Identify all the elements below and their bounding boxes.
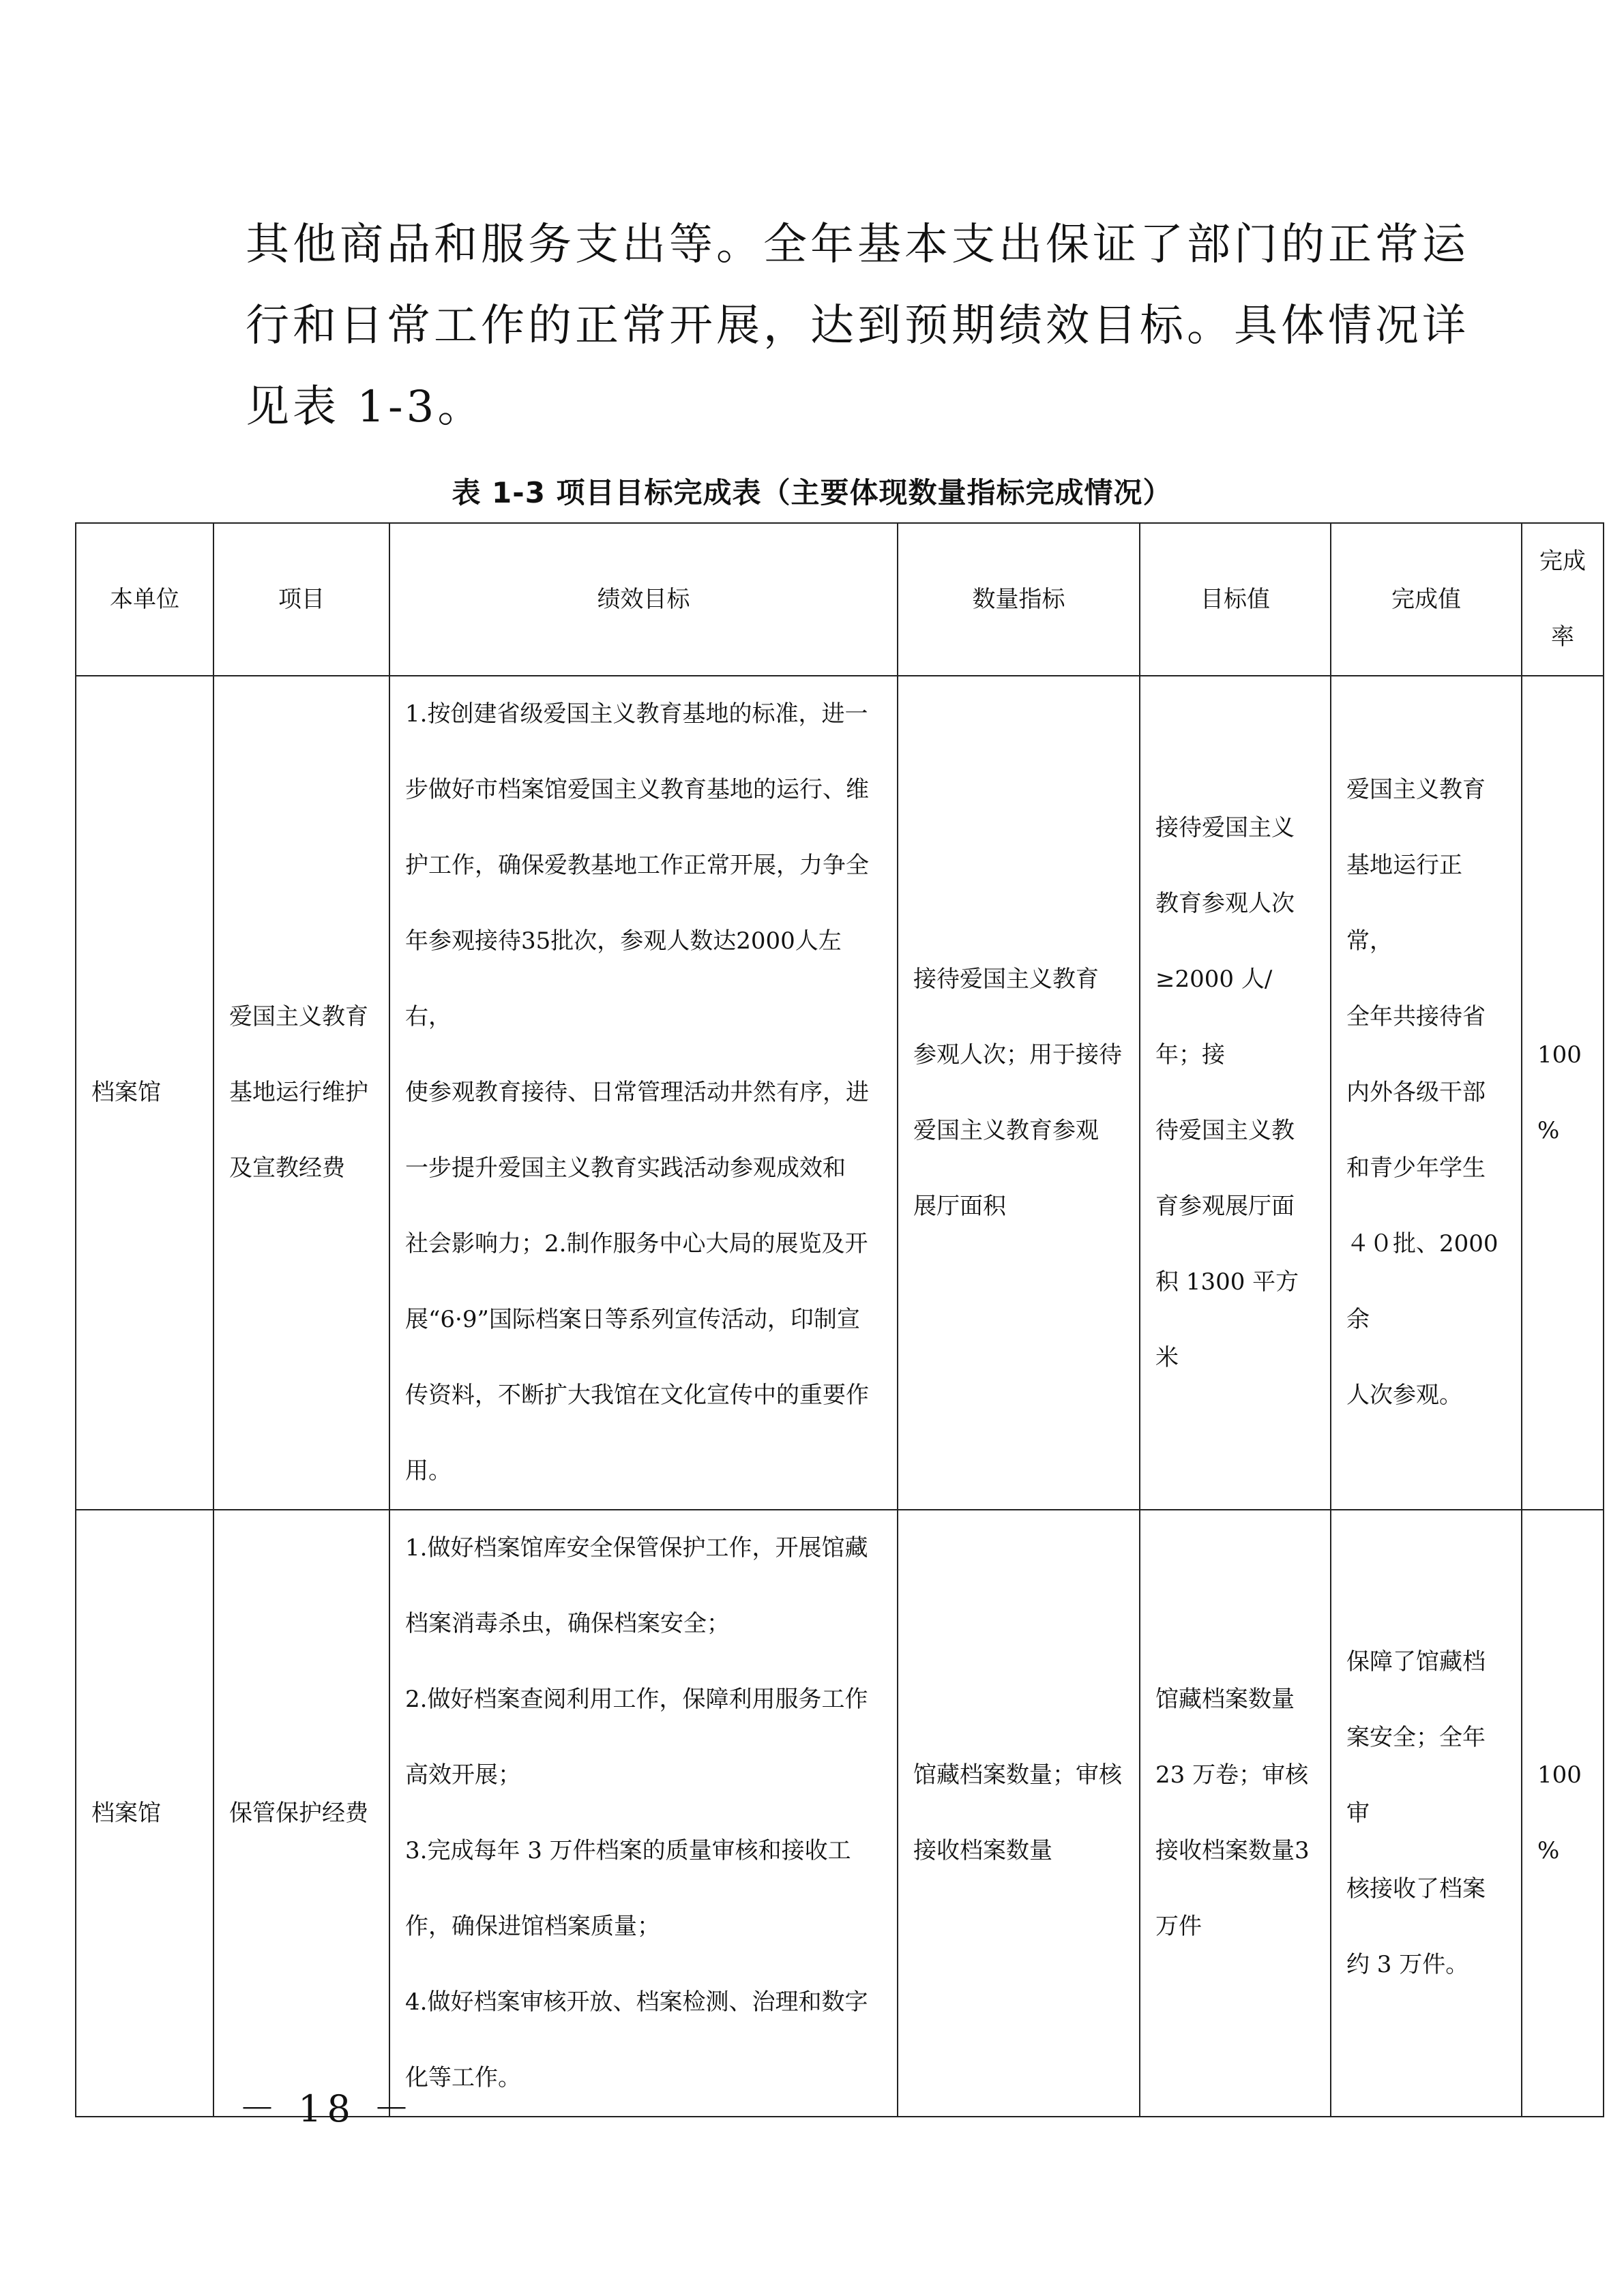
table-row: [76, 1510, 1604, 2117]
cell-unit-text: 档案馆: [91, 1079, 161, 1106]
cell-project: [213, 1510, 389, 2117]
header-goal: 绩效目标: [389, 523, 898, 676]
cell-rate-text: 100 %: [1537, 1761, 1582, 1864]
cell-rate-text: 100 %: [1537, 1041, 1582, 1144]
header-target: 目标值: [1140, 523, 1331, 676]
cell-project-text: 爱国主义教育 基地运行维护 及宣教经费: [229, 1003, 368, 1182]
cell-indicator-text: 馆藏档案数量；审核 接收档案数量: [913, 1761, 1122, 1864]
cell-goal-text: 1.做好档案馆库安全保管保护工作，开展馆藏 档案消毒杀虫，确保档案安全； 2.做好档案查阅利用工作，保障利用服务工作 高效开展； 3.完成每年 3 万件档案的质量审核和接收工 作，确保进馆档案质量； 4.做好档案审核开放、档案检测、治理和数字 化等工作。: [405, 1534, 868, 2091]
header-rate: [1522, 523, 1604, 676]
cell-actual: [1331, 1510, 1522, 2117]
cell-unit: [76, 676, 213, 1510]
intro-line: 行和日常工作的正常开展，达到预期绩效目标。具体情况详: [246, 301, 1469, 351]
page-number: － 18 －: [239, 2087, 416, 2130]
cell-actual-text: 保障了馆藏档 案安全；全年审 核接收了档案 约 3 万件。: [1346, 1648, 1486, 1978]
header-unit: 本单位: [76, 523, 213, 676]
cell-goal: [389, 676, 898, 1510]
cell-rate: [1522, 676, 1604, 1510]
cell-indicator: [898, 676, 1140, 1510]
cell-unit: [76, 1510, 213, 2117]
header-rate-text: 完成 率: [1539, 548, 1586, 651]
cell-indicator-text: 接待爱国主义教育 参观人次；用于接待 爱国主义教育参观 展厅面积: [913, 965, 1122, 1220]
intro-line: 其他商品和服务支出等。全年基本支出保证了部门的正常运: [246, 220, 1469, 270]
cell-target-text: 接待爱国主义 教育参观人次 ≥2000 人/年；接 待爱国主义教 育参观展厅面 积 1300 平方米: [1155, 814, 1299, 1371]
header-indicator: 数量指标: [898, 523, 1140, 676]
cell-target: [1140, 676, 1331, 1510]
cell-actual-text: 爱国主义教育 基地运行正常， 全年共接待省 内外各级干部 和青少年学生 ４０批、2000 余 人次参观。: [1346, 776, 1498, 1409]
table-caption: 表 1-3 项目目标完成表（主要体现数量指标完成情况）: [452, 476, 1172, 509]
cell-unit-text: 档案馆: [91, 1799, 161, 1827]
cell-actual: [1331, 676, 1522, 1510]
cell-goal: [389, 1510, 898, 2117]
project-goal-table: [75, 522, 1604, 2117]
table-row: [76, 676, 1604, 1510]
intro-paragraph: [246, 205, 1469, 448]
cell-rate: [1522, 1510, 1604, 2117]
cell-target: [1140, 1510, 1331, 2117]
intro-line: 见表 1-3。: [246, 382, 485, 432]
cell-project-text: 保管保护经费: [229, 1799, 368, 1827]
cell-indicator: [898, 1510, 1140, 2117]
table-header-row: [76, 523, 1604, 676]
header-project: 项目: [213, 523, 389, 676]
header-actual: 完成值: [1331, 523, 1522, 676]
cell-target-text: 馆藏档案数量 23 万卷；审核 接收档案数量3 万件: [1155, 1686, 1310, 1940]
cell-project: [213, 676, 389, 1510]
cell-goal-text: 1.按创建省级爱国主义教育基地的标准，进一 步做好市档案馆爱国主义教育基地的运行、维 护工作，确保爱教基地工作正常开展，力争全 年参观接待35批次，参观人数达2000人左右， 使参观教育接待、日常管理活动井然有序，进 一步提升爱国主义教育实践活动参观成效和 社会影响力；2.制作服务中心大局的展览及开 展“6·9”国际档案日等系列宣传活动，印制宣 传资料，不断扩大我馆在文化宣传中的重要作 用。: [405, 700, 869, 1485]
